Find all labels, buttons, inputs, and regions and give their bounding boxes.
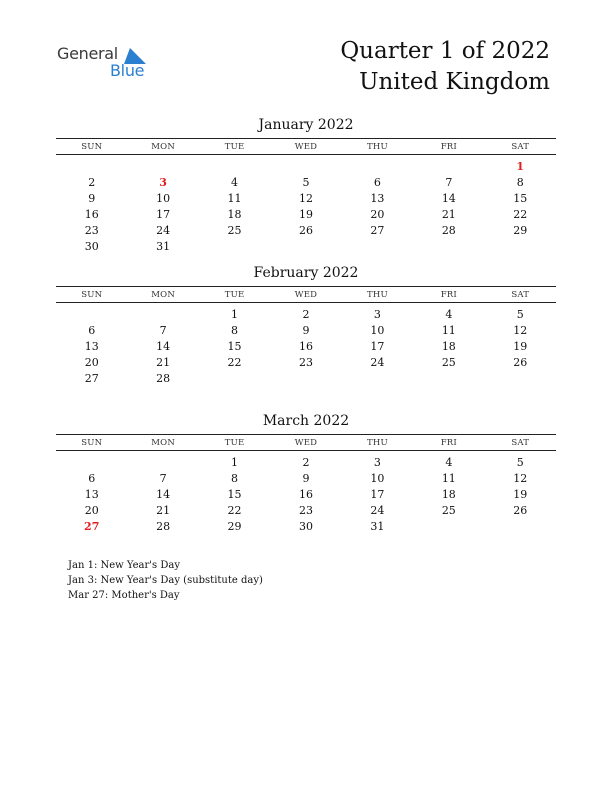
week-row: [56, 354, 556, 370]
day-cell: 25: [227, 223, 242, 237]
holiday-notes: [68, 558, 263, 603]
day-cell: 2: [302, 307, 310, 321]
logo-general-text: General: [57, 44, 118, 63]
day-cell: 16: [298, 487, 313, 501]
day-cell: 9: [302, 471, 310, 485]
weekday-label: SAT: [511, 141, 530, 152]
weekday-header-row: [56, 138, 556, 155]
day-cell: 25: [441, 503, 456, 517]
day-cell: 16: [298, 339, 313, 353]
day-cell: 5: [516, 307, 524, 321]
day-cell: 29: [513, 223, 528, 237]
week-row: [56, 470, 556, 486]
day-cell: 4: [445, 455, 453, 469]
day-cell: 24: [370, 355, 385, 369]
day-cell: 25: [441, 355, 456, 369]
weekday-label: SUN: [81, 141, 103, 152]
day-cell: 27: [84, 371, 99, 385]
weekday-label: THU: [366, 289, 388, 300]
day-cell: 4: [231, 175, 239, 189]
month-january: [56, 116, 556, 254]
page-title: [340, 36, 550, 98]
day-cell: 7: [159, 323, 167, 337]
weekday-label: SAT: [511, 437, 530, 448]
day-cell: 14: [156, 339, 171, 353]
day-cell: 24: [370, 503, 385, 517]
day-cell: 3: [373, 455, 381, 469]
day-cell: 3: [159, 175, 167, 189]
week-row: [56, 454, 556, 470]
week-row: [56, 322, 556, 338]
weekday-label: TUE: [224, 289, 245, 300]
day-cell: 11: [441, 323, 456, 337]
weekday-label: TUE: [224, 141, 245, 152]
day-cell: 28: [441, 223, 456, 237]
day-cell: 10: [370, 323, 385, 337]
day-cell: 13: [84, 339, 99, 353]
day-cell: 27: [84, 519, 100, 533]
day-cell: 15: [227, 487, 242, 501]
weekday-label: THU: [366, 437, 388, 448]
weekday-label: MON: [151, 289, 175, 300]
day-cell: 8: [231, 323, 239, 337]
day-cell: 6: [88, 471, 96, 485]
day-cell: 31: [370, 519, 385, 533]
day-cell: 27: [370, 223, 385, 237]
weekday-header-row: [56, 286, 556, 303]
day-cell: 12: [298, 191, 313, 205]
day-cell: 8: [231, 471, 239, 485]
weekday-label: MON: [151, 437, 175, 448]
day-cell: 31: [156, 239, 171, 253]
month-title: February 2022: [253, 265, 359, 281]
day-cell: 12: [513, 471, 528, 485]
day-cell: 17: [156, 207, 171, 221]
day-cell: 19: [513, 487, 528, 501]
day-cell: 23: [84, 223, 99, 237]
day-cell: 10: [156, 191, 171, 205]
day-cell: 5: [516, 455, 524, 469]
week-row: [56, 206, 556, 222]
day-cell: 1: [516, 159, 525, 173]
day-cell: 14: [441, 191, 456, 205]
day-cell: 7: [445, 175, 453, 189]
day-cell: 17: [370, 339, 385, 353]
day-cell: 30: [298, 519, 313, 533]
day-cell: 13: [84, 487, 99, 501]
day-cell: 1: [231, 455, 239, 469]
day-cell: 4: [445, 307, 453, 321]
day-cell: 11: [441, 471, 456, 485]
day-cell: 26: [513, 503, 528, 517]
day-cell: 2: [88, 175, 96, 189]
day-cell: 7: [159, 471, 167, 485]
day-cell: 3: [373, 307, 381, 321]
week-row: [56, 370, 556, 386]
weekday-label: WED: [294, 289, 318, 300]
holiday-note: Mar 27: Mother's Day: [68, 590, 180, 601]
day-cell: 19: [298, 207, 313, 221]
title-country: United Kingdom: [359, 69, 550, 95]
weekday-label: SAT: [511, 289, 530, 300]
week-row: [56, 190, 556, 206]
day-cell: 23: [298, 503, 313, 517]
day-cell: 24: [156, 223, 171, 237]
logo-blue-text: Blue: [110, 61, 145, 80]
day-cell: 9: [302, 323, 310, 337]
day-cell: 20: [84, 503, 99, 517]
day-cell: 22: [227, 355, 242, 369]
day-cell: 22: [513, 207, 528, 221]
weekday-label: SUN: [81, 289, 103, 300]
day-cell: 15: [513, 191, 528, 205]
month-title: March 2022: [262, 413, 350, 429]
weekday-label: FRI: [440, 437, 457, 448]
week-row: [56, 486, 556, 502]
title-quarter: Quarter 1 of 2022: [340, 38, 550, 64]
week-row: [56, 338, 556, 354]
day-cell: 16: [84, 207, 99, 221]
day-cell: 6: [373, 175, 381, 189]
weekday-label: SUN: [81, 437, 103, 448]
month-march: [56, 412, 556, 534]
weekday-label: WED: [294, 437, 318, 448]
weekday-label: WED: [294, 141, 318, 152]
day-cell: 28: [156, 371, 171, 385]
weekday-header-row: [56, 434, 556, 451]
weekday-label: THU: [366, 141, 388, 152]
day-cell: 17: [370, 487, 385, 501]
day-cell: 13: [370, 191, 385, 205]
week-row: [56, 222, 556, 238]
weekday-label: MON: [151, 141, 175, 152]
generalblue-logo: [57, 44, 167, 84]
day-cell: 8: [516, 175, 524, 189]
week-row: [56, 174, 556, 190]
day-cell: 26: [513, 355, 528, 369]
day-cell: 2: [302, 455, 310, 469]
week-row: [56, 502, 556, 518]
day-cell: 18: [441, 487, 456, 501]
day-cell: 30: [84, 239, 99, 253]
day-cell: 28: [156, 519, 171, 533]
holiday-note: Jan 3: New Year's Day (substitute day): [68, 575, 263, 586]
day-cell: 29: [227, 519, 242, 533]
day-cell: 21: [441, 207, 456, 221]
day-cell: 14: [156, 487, 171, 501]
day-cell: 20: [84, 355, 99, 369]
day-cell: 10: [370, 471, 385, 485]
day-cell: 19: [513, 339, 528, 353]
day-cell: 12: [513, 323, 528, 337]
week-row: [56, 518, 556, 534]
day-cell: 6: [88, 323, 96, 337]
week-row: [56, 158, 556, 174]
day-cell: 20: [370, 207, 385, 221]
weekday-label: TUE: [224, 437, 245, 448]
day-cell: 9: [88, 191, 96, 205]
day-cell: 26: [298, 223, 313, 237]
day-cell: 15: [227, 339, 242, 353]
day-cell: 23: [298, 355, 313, 369]
weekday-label: FRI: [440, 141, 457, 152]
day-cell: 21: [156, 503, 171, 517]
month-title: January 2022: [258, 117, 354, 133]
week-row: [56, 306, 556, 322]
day-cell: 1: [231, 307, 239, 321]
month-february: [56, 264, 556, 386]
holiday-note: Jan 1: New Year's Day: [68, 560, 180, 571]
day-cell: 22: [227, 503, 242, 517]
day-cell: 18: [441, 339, 456, 353]
day-cell: 18: [227, 207, 242, 221]
day-cell: 21: [156, 355, 171, 369]
weekday-label: FRI: [440, 289, 457, 300]
day-cell: 11: [227, 191, 242, 205]
week-row: [56, 238, 556, 254]
day-cell: 5: [302, 175, 310, 189]
